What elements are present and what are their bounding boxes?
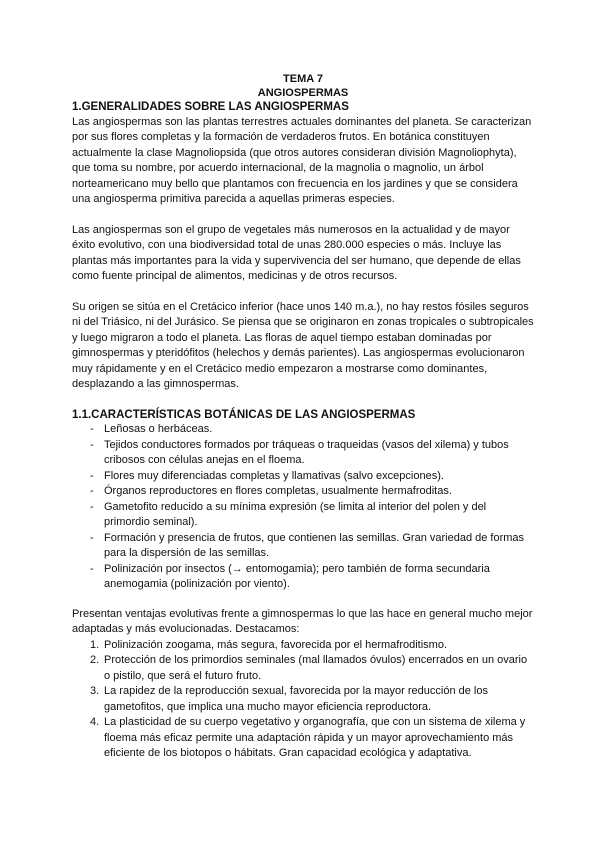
list-item bbox=[90, 500, 534, 531]
paragraph-4: Presentan ventajas evolutivas frente a gimnospermas lo que las hace en general mucho mejor adaptadas y más evolucionadas. Destacamos: bbox=[72, 607, 533, 635]
list-item bbox=[90, 562, 534, 593]
tema-heading: TEMA 7 bbox=[283, 73, 323, 85]
list-item-text: Flores muy diferenciadas completas y llamativas (salvo excepciones). bbox=[104, 469, 444, 482]
bullet-dash: - bbox=[90, 423, 94, 435]
section-1-1-heading: 1.1.CARACTERÍSTICAS BOTÁNICAS DE LAS ANGIOSPERMAS bbox=[72, 408, 416, 421]
list-item bbox=[90, 531, 534, 562]
list-item-text: Polinización zoogama, más segura, favorecida por el hermafroditismo. bbox=[104, 638, 447, 651]
bullet-dash: - bbox=[90, 500, 94, 513]
list-item bbox=[90, 469, 534, 485]
list-number: 4. bbox=[90, 716, 100, 728]
bullet-dash: - bbox=[90, 562, 94, 575]
list-item-text: La plasticidad de su cuerpo vegetativo y organografía, que con un sistema de xilema y floema más eficaz permite una adaptación rápida y un mayor aprovechamiento más eficiente de los biotopos o hábitats. Gran capacidad ecológica y adaptativa. bbox=[104, 716, 526, 759]
list-item-text: Formación y presencia de frutos, que contienen las semillas. Gran variedad de formas para la dispersión de las semillas. bbox=[104, 531, 525, 559]
list-item-text: Leñosas o herbáceas. bbox=[104, 423, 213, 435]
list-item bbox=[90, 715, 534, 762]
list-item-text: Gametofito reducido a su mínima expresión (se limita al interior del polen y del primordio seminal). bbox=[104, 500, 487, 528]
bullet-dash: - bbox=[90, 438, 94, 451]
section-1-heading: 1.GENERALIDADES SOBRE LAS ANGIOSPERMAS bbox=[72, 101, 349, 113]
list-item bbox=[90, 484, 534, 500]
paragraph-2: Las angiospermas son el grupo de vegetales más numerosos en la actualidad y de mayor éxito evolutivo, con una biodiversidad total de unas 280.000 especies o más. Incluye las plantas más importantes para la vida y supervivencia del ser humano, que depende de ellas como fuente principal de alimentos, medicinas y de otros recursos. bbox=[72, 223, 521, 282]
list-item-text: Polinización por insectos (→ entomogamia); pero también de forma secundaria anemogamia (polinización por viento). bbox=[104, 562, 490, 590]
list-item bbox=[90, 422, 534, 438]
list-item bbox=[90, 438, 534, 469]
list-item-text: Tejidos conductores formados por tráqueas o traqueidas (vasos del xilema) y tubos cribosos con células anejas en el floema. bbox=[104, 438, 509, 466]
characteristics-list bbox=[72, 422, 534, 593]
document-title: ANGIOSPERMAS bbox=[257, 87, 349, 99]
advantages-list bbox=[72, 638, 534, 762]
paragraph-1: Las angiospermas son las plantas terrestres actuales dominantes del planeta. Se caracterizan por sus flores completas y la formación de verdaderos frutos. En botánica constituyen actualmente la clase Magnoliopsida (que otros autores consideran división Magnoliophyta), que toma su nombre, por acuerdo internacional, de la magnolia o magnolio, un árbol norteamericano muy bello que plantamos con frecuencia en los jardines y que se considera una angiosperma primitiva parecida a aquellas primeras especies. bbox=[72, 115, 532, 205]
bullet-dash: - bbox=[90, 485, 94, 497]
list-item-text: La rapidez de la reproducción sexual, favorecida por la mayor reducción de los gametofitos, que implica una mucho mayor eficiencia reproductora. bbox=[104, 685, 488, 713]
document-page bbox=[72, 72, 534, 762]
list-item bbox=[90, 638, 534, 654]
list-number: 1. bbox=[90, 638, 100, 651]
list-item-text: Protección de los primordios seminales (mal llamados óvulos) encerrados en un ovario o pistilo, que será el futuro fruto. bbox=[104, 654, 528, 682]
list-number: 3. bbox=[90, 685, 100, 697]
list-item bbox=[90, 653, 534, 684]
list-number: 2. bbox=[90, 654, 100, 666]
bullet-dash: - bbox=[90, 531, 94, 544]
paragraph-3: Su origen se sitúa en el Cretácico inferior (hace unos 140 m.a.), no hay restos fósiles seguros ni del Triásico, ni del Jurásico. Se piensa que se originaron en zonas tropicales o subtropicales y luego migraron a todo el planeta. Las floras de aquel tiempo estaban dominadas por gimnospermas y pteridófitos (helechos y demás parientes). Las angiospermas evolucionaron muy rápidamente y en el Cretácico medio empezaron a mostrarse como dominantes, desplazando a las gimnospermas. bbox=[72, 300, 534, 390]
list-item bbox=[90, 684, 534, 715]
list-item-text: Órganos reproductores en flores completas, usualmente hermafroditas. bbox=[104, 485, 452, 497]
bullet-dash: - bbox=[90, 469, 94, 482]
